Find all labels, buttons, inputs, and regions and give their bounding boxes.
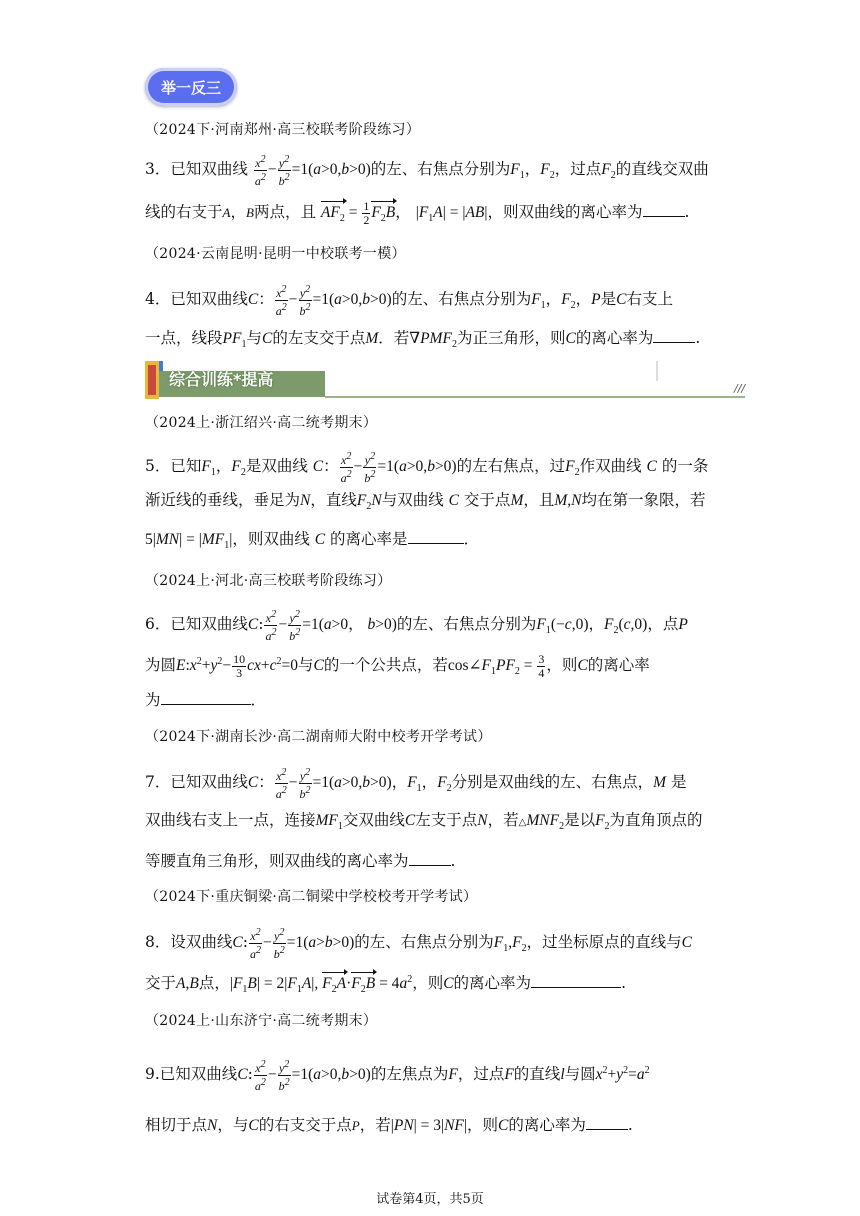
page-footer: 试卷第4页，共5页 (376, 1192, 484, 1207)
problem-9-source: （2024上·山东济宁·高二统考期末） (145, 1013, 378, 1029)
problem-6-source: （2024上·河北·高三校联考阶段练习） (145, 573, 392, 589)
problem-6-line-3: 为 ． (145, 691, 267, 709)
problem-5-source: （2024上·浙江绍兴·高二统考期末） (145, 415, 378, 431)
problem-7-line-2: 双曲线右支上一点，连接$MF_1$交双曲线C左支于点N，若$\triangle MNF_2$是以$F_2$为直角顶点的 (145, 811, 703, 833)
problem-6-line-1: 6．已知双曲线C: $\frac{x^2}{a^2}$ − $\frac{y^2}{b^2}$ =1(a>0， b>0)的左、右焦点分别为$F_1(-c,0)$，$F_2(c,0)$，点P (145, 609, 688, 643)
problem-5-line-2: 渐近线的垂线，垂足为N，直线$F_2N$与双曲线 C 交于点M，且M,N均在第一象限，若 (145, 491, 706, 513)
problem-4-line-1: 4．已知双曲线C： $\frac{x^2}{a^2}$ − $\frac{y^2}{b^2}$ =1(a>0,b>0)的左、右焦点分别为$F_1$，$F_2$，P是C右支上 (145, 284, 674, 318)
banner-mark: /// (734, 382, 746, 395)
problem-3-source: （2024下·河南郑州·高三校联考阶段练习） (145, 122, 421, 138)
problem-7-line-1: 7．已知双曲线C： $\frac{x^2}{a^2}$ − $\frac{y^2}{b^2}$ =1(a>0,b>0)，$F_1$，$F_2$分别是双曲线的左、右焦点，M 是 (145, 767, 687, 801)
problem-9-line-1: 9.已知双曲线C: $\frac{x^2}{a^2}$ − $\frac{y^2}{b^2}$ =1(a>0,b>0)的左焦点为F，过点F的直线l与圆$x^2+y^2=a^2$ (145, 1059, 650, 1093)
problem-6-line-2: 为圆$E:x^2+y^2-$ $\frac{10}{3}$ $cx+c^2=0$与C的一个公共点，若$\cos\angle F_1PF_2$ = $\frac{3}{4}$ ，则C的离心率 (145, 652, 650, 681)
section-title: 综合训练*提高 (169, 370, 274, 389)
problem-8-line-2: 交于A,B点，$|F_1B| = 2|F_1A|$, $F_2A\cdot F_2B = 4a^2$，则C的离心率为 . (145, 970, 626, 1000)
problem-7-line-3: 等腰直角三角形，则双曲线的离心率为 . (145, 852, 456, 870)
problem-5-line-3: $5|MN| = |MF_1|$，则双曲线 C 的离心率是 ． (145, 530, 480, 552)
problem-4-source: （2024·云南昆明·昆明一中校联考一模） (145, 246, 406, 262)
problem-3-line-1: 3．已知双曲线 $\frac{x^2}{a^2}$ − $\frac{y^2}{b^2}$ =1(a>0,b>0)的左、右焦点分别为$F_1$，$F_2$，过点$F_2$的直线交双曲 (145, 154, 709, 188)
practice-badge: 举一反三 (145, 68, 237, 106)
problem-4-line-2: 一点，线段$PF_1$与C的左支交于点M．若$\nabla PMF_2$为正三角形，则C的离心率为 . (145, 329, 701, 351)
problem-3-line-2: 线的右支于A，B两点，且 $AF_2$ = $\frac{1}{2}$ $F_2B$， $|F_1A| = |AB|$，则双曲线的离心率为 . (145, 200, 689, 229)
problem-8-line-1: 8．设双曲线C: $\frac{x^2}{a^2}$ − $\frac{y^2}{b^2}$ =1(a>b>0)的左、右焦点分别为$F_1,F_2$，过坐标原点的直线与C (145, 927, 692, 961)
problem-9-line-2: 相切于点N，与C的右支交于点P，若|PN| = 3|NF|，则C的离心率为 . (145, 1116, 633, 1134)
problem-8-source: （2024下·重庆铜梁·高二铜梁中学校校考开学考试） (145, 889, 478, 905)
problem-5-line-1: 5．已知$F_1$，$F_2$是双曲线 C： $\frac{x^2}{a^2}$ − $\frac{y^2}{b^2}$ =1(a>0,b>0)的左右焦点，过$F_2$作双曲线 C 的一条 (145, 451, 709, 485)
problem-7-source: （2024下·湖南长沙·高二湖南师大附中校考开学考试） (145, 729, 492, 745)
